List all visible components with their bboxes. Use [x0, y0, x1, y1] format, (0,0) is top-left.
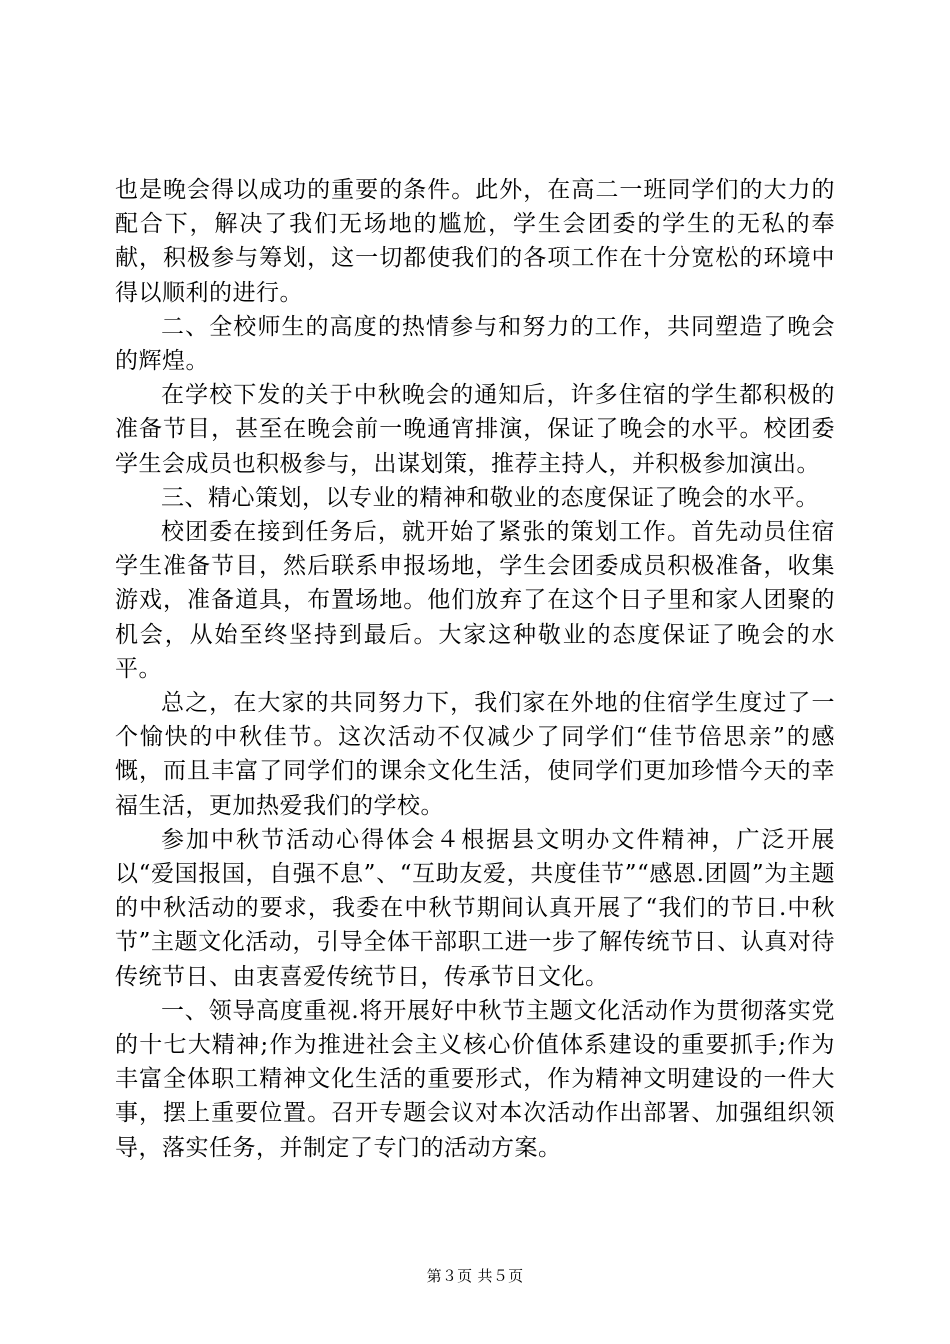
paragraph-article-four-intro: 参加中秋节活动心得体会４根据县文明办文件精神，广泛开展以“爱国报国，自强不息”、“互助友爱，共度佳节”“感恩.团圆”为主题的中秋活动的要求，我委在中秋节期间认真开展了“我们的节日.中秋节”主题文化活动，引导全体干部职工进一步了解传统节日、认真对待传统节日、由衷喜爱传统节日，传承节日文化。	[115, 826, 835, 990]
section-heading-three: 三、精心策划，以专业的精神和敬业的态度保证了晚会的水平。	[161, 484, 819, 511]
document-body	[115, 173, 835, 1165]
section-heading-two: 二、全校师生的高度的热情参与和努力的工作，共同塑造了晚会的辉煌。	[115, 313, 835, 375]
page-number-indicator: 第３页 共５页	[426, 1267, 524, 1285]
paragraph: 在学校下发的关于中秋晚会的通知后，许多住宿的学生都积极的准备节目，甚至在晚会前一晚通宵排演，保证了晚会的水平。校团委学生会成员也积极参与，出谋划策，推荐主持人，并积极参加演出。	[115, 382, 835, 477]
paragraph-continuation: 也是晚会得以成功的重要的条件。此外，在高二一班同学们的大力的配合下，解决了我们无场地的尴尬，学生会团委的学生的无私的奉献，积极参与筹划，这一切都使我们的各项工作在十分宽松的环境中得以顺利的进行。	[115, 177, 835, 306]
paragraph-conclusion: 总之，在大家的共同努力下，我们家在外地的住宿学生度过了一个愉快的中秋佳节。这次活动不仅减少了同学们“佳节倍思亲”的感慨，而且丰富了同学们的课余文化生活，使同学们更加珍惜今天的幸福生活，更加热爱我们的学校。	[115, 690, 835, 819]
section-heading-one: 一、领导高度重视.将开展好中秋节主题文化活动作为贯彻落实党的十七大精神;作为推进社会主义核心价值体系建设的重要抓手;作为丰富全体职工精神文化生活的重要形式，作为精神文明建设的一件大事，摆上重要位置。召开专题会议对本次活动作出部署、加强组织领导，落实任务，并制定了专门的活动方案。	[115, 997, 835, 1161]
paragraph: 校团委在接到任务后，就开始了紧张的策划工作。首先动员住宿学生准备节目，然后联系申报场地，学生会团委成员积极准备，收集游戏，准备道具，布置场地。他们放弃了在这个日子里和家人团聚的机会，从始至终坚持到最后。大家这种敬业的态度保证了晚会的水平。	[115, 519, 835, 682]
page-footer	[0, 1266, 950, 1286]
